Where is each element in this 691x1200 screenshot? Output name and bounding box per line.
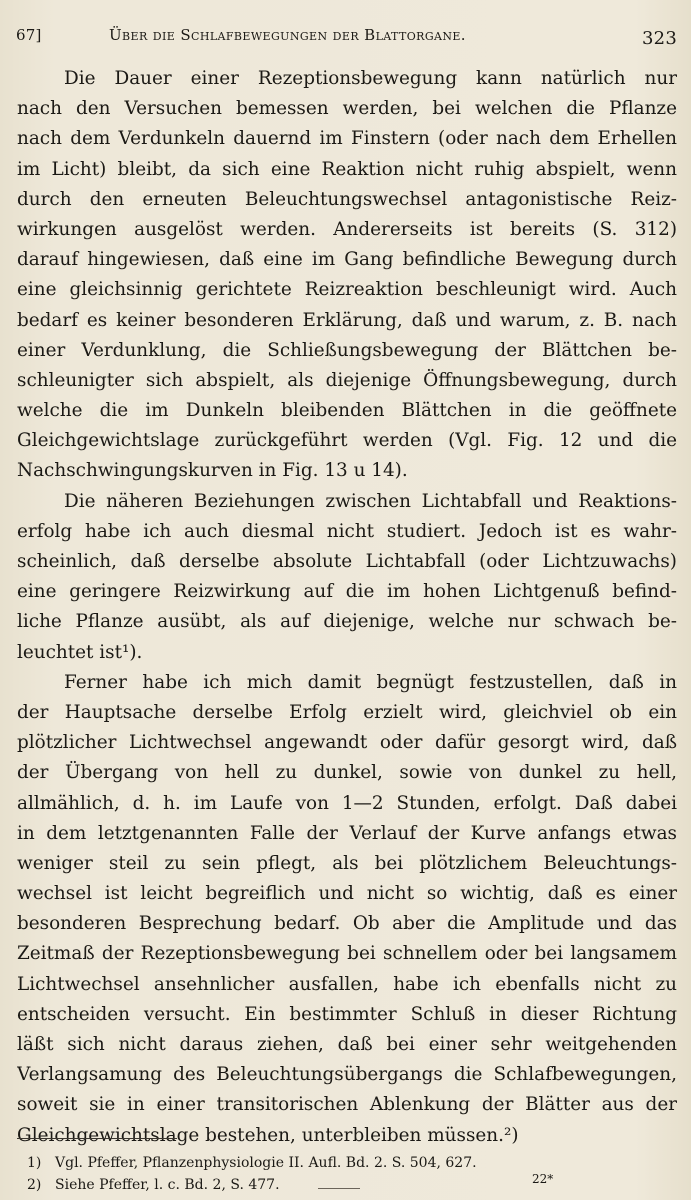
text-line: der Hauptsache derselbe Erfolg erzielt wird, gleichviel ob ein [17,701,677,723]
footnote-divider [17,1138,177,1139]
text-line: nach den Versuchen bemessen werden, bei welchen die Pflanze [17,98,677,120]
section-marker: 67] [16,26,42,44]
text-line: scheinlich, daß derselbe absolute Lichtabfall (oder Lichtzuwachs) [17,551,677,572]
footnote-marker: 2) [27,1177,42,1193]
signature-mark: 22* [532,1172,554,1186]
text-line: liche Pflanze ausübt, als auf diejenige, welche nur schwach be- [17,611,677,633]
text-line: eine gleichsinnig gerichtete Reizreaktion beschleunigt wird. Auch [17,279,677,301]
footnote-marker: 1) [27,1155,42,1171]
text-line: erfolg habe ich auch diesmal nicht studiert. Jedoch ist es wahr- [17,520,677,542]
text-line: im Licht) bleibt, da sich eine Reaktion nicht ruhig abspielt, wenn [17,158,677,180]
text-line: besonderen Besprechung bedarf. Ob aber die Amplitude und das [17,913,677,935]
text-line: leuchtet ist¹). [17,641,143,663]
text-line: einer Verdunklung, die Schließungsbewegung der Blättchen be- [17,339,677,361]
text-line: schleunigter sich abspielt, als diejenige Öffnungsbewegung, durch [17,369,677,391]
text-line: in dem letztgenannten Falle der Verlauf der Kurve anfangs etwas [17,822,677,844]
footnote-text: Vgl. Pfeffer, Pflanzenphysiologie II. Aufl. Bd. 2. S. 504, 627. [55,1155,477,1171]
text-line: Zeitmaß der Rezeptionsbewegung bei schnellem oder bei langsamem [17,943,677,965]
paragraph-3 [17,668,677,1151]
text-line: läßt sich nicht daraus ziehen, daß bei einer sehr weitgehenden [17,1034,677,1055]
footer-rule [318,1188,360,1189]
footnote-text: Siehe Pfeffer, l. c. Bd. 2, S. 477. [55,1177,280,1193]
text-line: welche die im Dunkeln bleibenden Blättchen in die geöffnete [17,400,677,422]
text-line: weniger steil zu sein pflegt, als bei plötzlichem Beleuchtungs- [17,852,677,874]
text-line: bedarf es keiner besonderen Erklärung, daß und warum, z. B. nach [17,309,677,331]
paragraph-2 [17,487,677,668]
text-line: allmählich, d. h. im Laufe von 1—2 Stunden, erfolgt. Daß dabei [17,792,677,814]
text-line: wechsel ist leicht begreiflich und nicht so wichtig, daß es einer [17,883,677,905]
footnote-1 [27,1152,627,1174]
body-text [17,64,677,1151]
text-line: nach dem Verdunkeln dauernd im Finstern (oder nach dem Erhellen [17,128,677,150]
text-line: Lichtwechsel ansehnlicher ausfallen, habe ich ebenfalls nicht zu [17,973,677,995]
text-line: eine geringere Reizwirkung auf die im hohen Lichtgenuß befind- [17,581,677,603]
text-line: durch den erneuten Beleuchtungswechsel antagonistische Reiz- [17,188,677,210]
text-line: darauf hingewiesen, daß eine im Gang befindliche Bewegung durch [17,249,677,271]
paragraph-1 [17,64,677,487]
text-line: Gleichgewichtslage bestehen, unterbleiben müssen.²) [17,1124,519,1146]
text-line: soweit sie in einer transitorischen Ablenkung der Blätter aus der [17,1094,677,1116]
text-line: plötzlicher Lichtwechsel angewandt oder dafür gesorgt wird, daß [17,732,677,754]
page-number: 323 [642,28,677,49]
text-line: Verlangsamung des Beleuchtungsübergangs die Schlafbewegungen, [17,1064,677,1086]
text-line: entscheiden versucht. Ein bestimmter Schluß in dieser Richtung [17,1003,677,1025]
text-line: wirkungen ausgelöst werden. Andererseits ist bereits (S. 312) [17,218,677,240]
text-line: Nachschwingungskurven in Fig. 13 u 14). [17,460,408,482]
text-line: Die näheren Beziehungen zwischen Lichtabfall und Reaktions- [64,490,677,512]
text-line: der Übergang von hell zu dunkel, sowie von dunkel zu hell, [17,762,677,784]
running-title: Über die Schlafbewegungen der Blattorgane. [109,26,466,44]
text-line: Gleichgewichtslage zurückgeführt werden (Vgl. Fig. 12 und die [17,430,677,452]
text-line: Die Dauer einer Rezeptionsbewegung kann natürlich nur [64,68,677,89]
text-line: Ferner habe ich mich damit begnügt festzustellen, daß in [64,671,677,693]
running-head [16,26,677,56]
